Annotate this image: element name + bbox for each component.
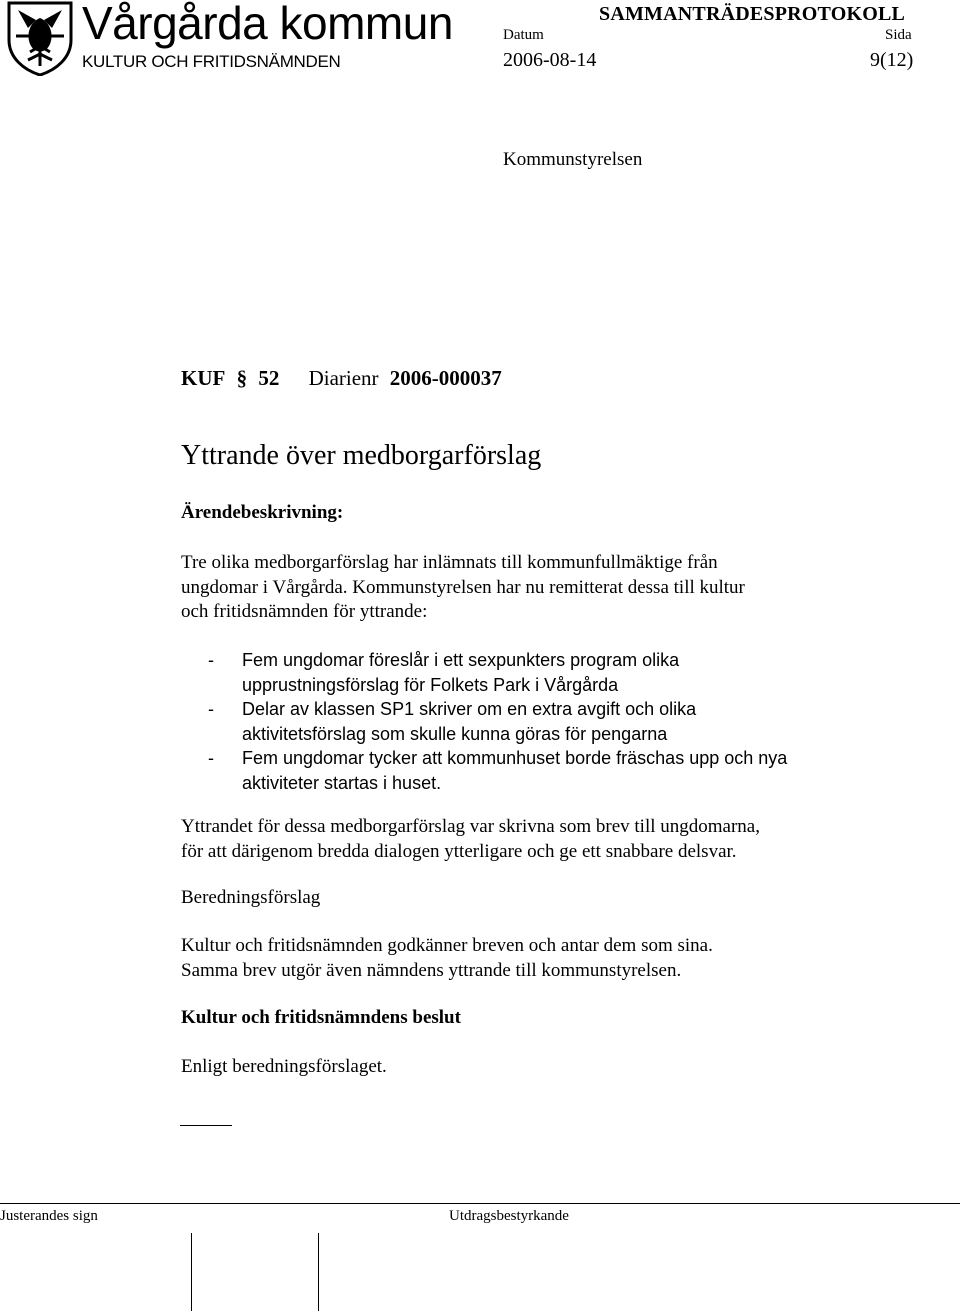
recipient: Kommunstyrelsen [503,149,643,170]
proposal-heading: Beredningsförslag [181,887,321,908]
statement-line: Yttrandet för dessa medborgarförslag var skrivna som brev till ungdomarna, [181,816,760,837]
statement-text [181,815,760,864]
description-line: och fritidsnämnden för yttrande: [181,601,428,622]
page-number: 9(12) [870,49,914,71]
section-sign: § [236,366,248,390]
board-name: KULTUR OCH FRITIDSNÄMNDEN [82,52,341,71]
list-item [208,697,787,746]
page-label: Sida [885,27,912,43]
case-line [181,366,502,391]
proposal-text [181,934,713,983]
list-item-line: upprustningsförslag för Folkets Park i Vårgårda [242,674,619,695]
diary-label: Diarienr [308,366,379,390]
statement-line: för att därigenom bredda dialogen ytterligare och ge ett snabbare delsvar. [181,840,737,862]
proposal-line: Samma brev utgör även nämndens yttrande till kommunstyrelsen. [181,959,682,981]
case-number: 52 [258,366,280,390]
list-item-line: Fem ungdomar tycker att kommunhuset borde fräschas upp och nya [242,748,788,768]
description-heading: Ärendebeskrivning: [181,502,344,523]
signature-box-divider [191,1233,192,1311]
list-item-line: aktiviteter startas i huset. [242,772,442,793]
extract-certification-label: Utdragsbestyrkande [449,1208,569,1224]
proposal-line: Kultur och fritidsnämnden godkänner breven och antar dem som sina. [181,935,713,956]
adjuster-sign-label: Justerandes sign [0,1208,98,1224]
list-item-line: aktivitetsförslag som skulle kunna göras för pengarna [242,723,668,744]
list-item-line: Delar av klassen SP1 skriver om en extra avgift och olika [242,699,697,719]
case-number-label: KUF [181,366,226,390]
meeting-date: 2006-08-14 [503,49,597,71]
proposal-list [208,648,787,795]
signature-box-divider [318,1233,319,1311]
description-text [181,551,745,625]
municipal-coat-of-arms-icon [6,0,74,76]
document-type: SAMMANTRÄDESPROTOKOLL [599,3,906,25]
footer-rule [0,1203,960,1204]
list-item [208,648,787,697]
decision-heading: Kultur och fritidsnämndens beslut [181,1007,461,1028]
diary-number: 2006-000037 [389,366,502,390]
case-title: Yttrande över medborgarförslag [181,440,542,471]
list-dash: - [208,650,214,670]
decision-text: Enligt beredningsförslaget. [181,1056,387,1077]
municipality-wordmark: Vårgårda kommun [82,0,453,49]
date-label: Datum [503,27,544,43]
list-item [208,746,787,795]
end-rule [180,1125,232,1126]
description-line: ungdomar i Vårgårda. Kommunstyrelsen har nu remitterat dessa till kultur [181,576,745,598]
list-dash: - [208,699,214,719]
list-item-line: Fem ungdomar föreslår i ett sexpunkters program olika [242,650,680,670]
list-dash: - [208,748,214,768]
description-line: Tre olika medborgarförslag har inlämnats till kommunfullmäktige från [181,552,718,573]
